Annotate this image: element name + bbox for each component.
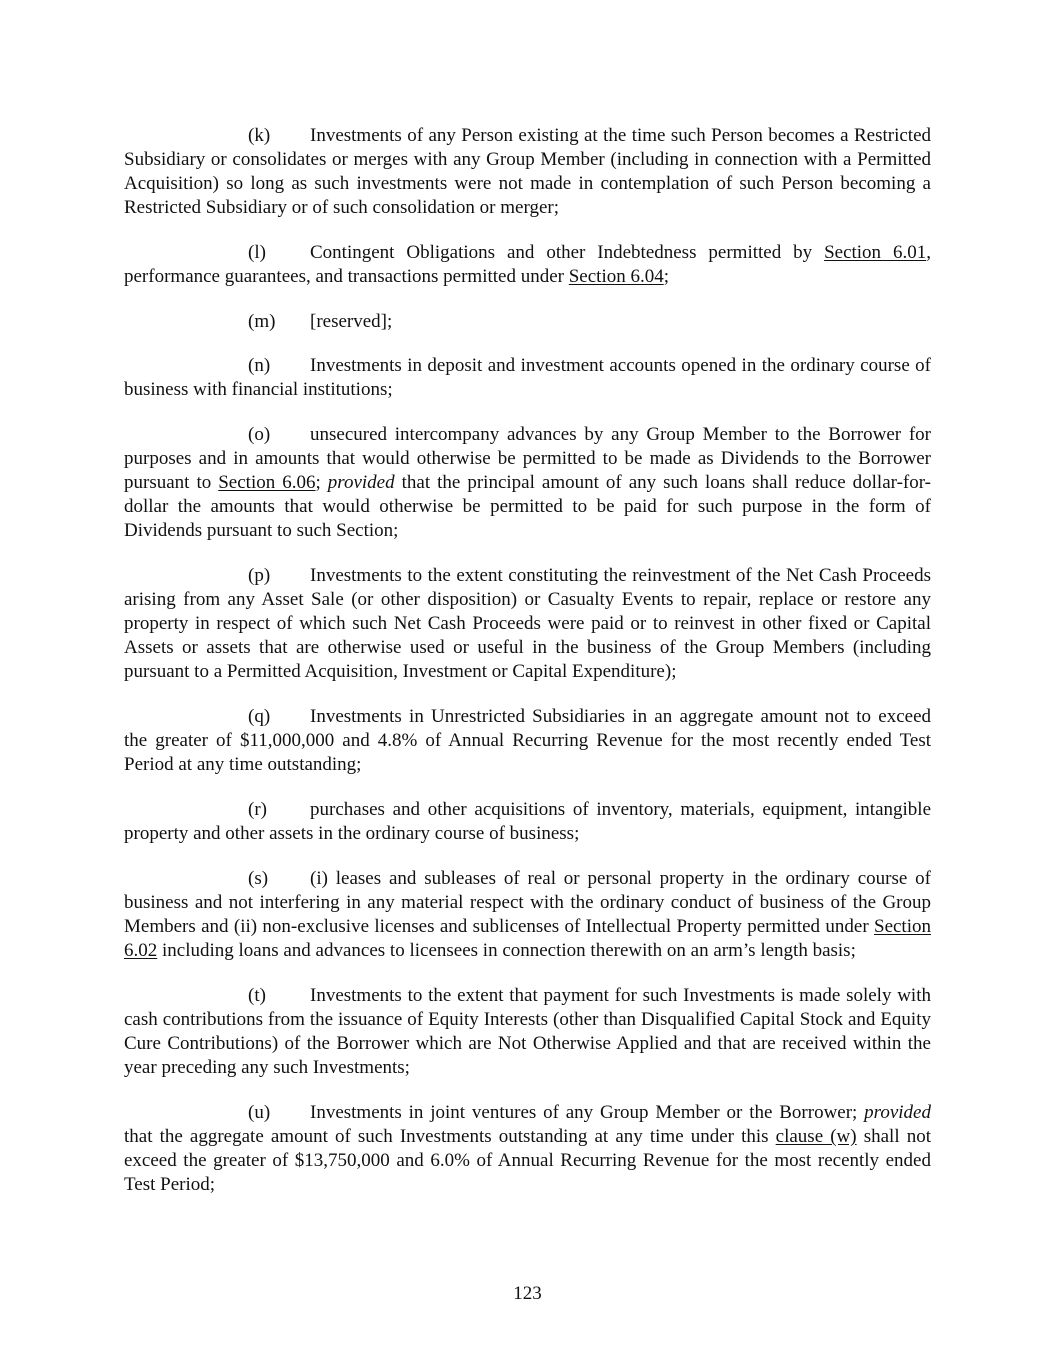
clause-label: (q) <box>248 706 271 727</box>
clause-label: (t) <box>248 985 266 1006</box>
clause-q <box>124 705 931 777</box>
clause-k <box>124 124 931 220</box>
clause-text: including loans and advances to licensees in connection therewith on an arm’s length basis; <box>157 940 856 961</box>
clause-s <box>124 867 931 963</box>
clause-t <box>124 984 931 1080</box>
clause-label: (u) <box>248 1102 271 1123</box>
clause-l <box>124 241 931 289</box>
clause-text: [reserved]; <box>310 311 393 332</box>
clause-text: (i) leases and subleases of real or personal property in the ordinary course of business and not interfering in any material respect with the ordinary conduct of business of the Group Members and (ii) non-exclusive licenses and sublicenses of Intellectual Property permitted under <box>124 868 931 937</box>
clause-text: Investments in Unrestricted Subsidiaries in an aggregate amount not to exceed the greater of $11,000,000 and 4.8% of Annual Recurring Revenue for the most recently ended Test Period at any time outstanding; <box>124 706 931 775</box>
clause-p <box>124 564 931 684</box>
clause-o <box>124 423 931 543</box>
clause-label: (m) <box>248 311 276 332</box>
clause-text: ; <box>315 472 328 493</box>
clause-text: , performance guarantees, and transactions permitted under <box>124 242 931 287</box>
clause-label: (n) <box>248 355 271 376</box>
proviso-emphasis: provided <box>864 1102 931 1123</box>
clause-text: Investments in joint ventures of any Group Member or the Borrower; <box>310 1102 865 1123</box>
clause-label: (l) <box>248 242 266 263</box>
proviso-emphasis: provided <box>327 472 395 493</box>
clause-u <box>124 1101 931 1197</box>
clause-text: Investments of any Person existing at the time such Person becomes a Restricted Subsidiary or consolidates or merges with any Group Member (including in connection with a Permitted Acquisition) so long as such investments were not made in contemplation of such Person becoming a Restricted Subsidiary or of such consolidation or merger; <box>124 125 931 218</box>
clause-text: shall not exceed the greater of $13,750,000 and 6.0% of Annual Recurring Revenue for the most recently ended Test Period; <box>124 1126 931 1195</box>
clause-text: Investments in deposit and investment accounts opened in the ordinary course of business with financial institutions; <box>124 355 931 400</box>
clause-text: that the aggregate amount of such Investments outstanding at any time under this <box>124 1126 776 1147</box>
clause-m <box>124 310 931 334</box>
clause-reference: clause (w) <box>775 1126 857 1147</box>
clause-text: purchases and other acquisitions of inventory, materials, equipment, intangible property and other assets in the ordinary course of business; <box>124 799 931 844</box>
section-reference: Section 6.02 <box>124 916 931 961</box>
clause-label: (o) <box>248 424 271 445</box>
section-reference: Section 6.01 <box>824 242 927 263</box>
page-number: 123 <box>513 1283 542 1304</box>
clause-n <box>124 354 931 402</box>
clause-text: Contingent Obligations and other Indebtedness permitted by <box>310 242 825 263</box>
section-reference: Section 6.06 <box>218 472 316 493</box>
document-body <box>124 124 931 1218</box>
clause-text: that the principal amount of any such loans shall reduce dollar-for-dollar the amounts that would otherwise be permitted to be paid for such purpose in the form of Dividends pursuant to such Section; <box>124 472 931 541</box>
clause-text: Investments to the extent that payment for such Investments is made solely with cash contributions from the issuance of Equity Interests (other than Disqualified Capital Stock and Equity Cure Contributions) of the Borrower which are Not Otherwise Applied and that are received within the year preceding any such Investments; <box>124 985 931 1078</box>
clause-label: (k) <box>248 125 271 146</box>
clause-text: Investments to the extent constituting the reinvestment of the Net Cash Proceeds arising from any Asset Sale (or other disposition) or Casualty Events to repair, replace or restore any property in respect of which such Net Cash Proceeds were paid or to reinvest in other fixed or Capital Assets or assets that are otherwise used or useful in the business of the Group Members (including pursuant to a Permitted Acquisition, Investment or Capital Expenditure); <box>124 565 931 682</box>
clause-label: (p) <box>248 565 271 586</box>
clause-text: unsecured intercompany advances by any Group Member to the Borrower for purposes and in amounts that would otherwise be permitted to be made as Dividends to the Borrower pursuant to <box>124 424 931 493</box>
clause-label: (r) <box>248 799 267 820</box>
clause-r <box>124 798 931 846</box>
section-reference: Section 6.04 <box>568 266 664 287</box>
clause-text: ; <box>663 266 670 287</box>
clause-label: (s) <box>248 868 269 889</box>
